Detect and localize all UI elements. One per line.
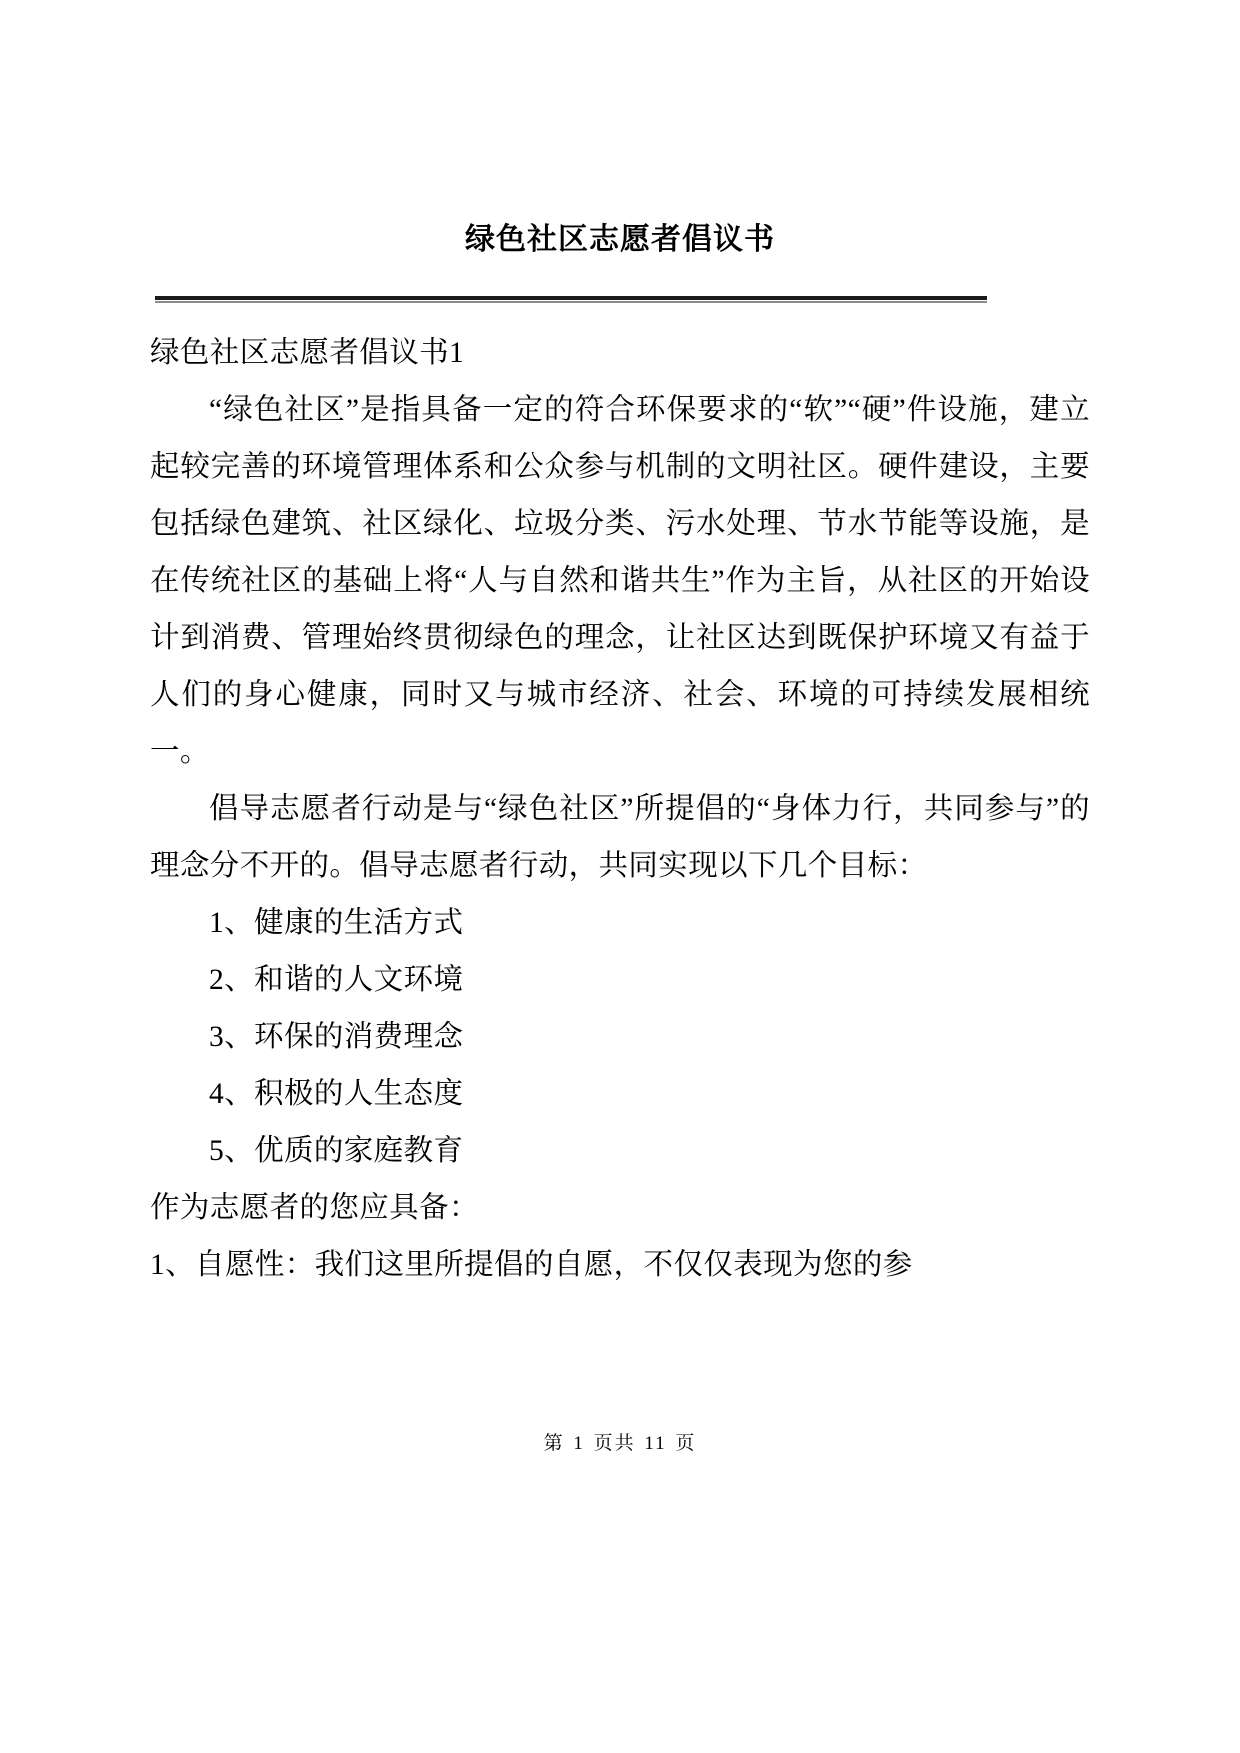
- list-item: 4、积极的人生态度: [209, 1078, 464, 1110]
- requirement-item: 1、自愿性：我们这里所提倡的自愿，不仅仅表现为您的参: [150, 1249, 913, 1281]
- page-footer: [0, 1428, 1240, 1455]
- title-divider: [155, 296, 987, 303]
- page-content: [150, 0, 1090, 1294]
- section-heading: 绿色社区志愿者倡议书1: [150, 337, 465, 369]
- list-item: 2、和谐的人文环境: [209, 964, 464, 996]
- paragraph-goals-intro: 倡导志愿者行动是与“绿色社区”所提倡的“身体力行，共同参与”的理念分不开的。倡导志愿者行动，共同实现以下几个目标：: [150, 793, 1090, 882]
- footer-current-page: 1: [573, 1433, 585, 1454]
- list-item: 1、健康的生活方式: [209, 907, 464, 939]
- footer-prefix: 第: [543, 1433, 565, 1454]
- footer-suffix: 页: [675, 1433, 697, 1454]
- page-title: 绿色社区志愿者倡议书: [465, 223, 775, 256]
- document-body: [150, 325, 1090, 1294]
- footer-middle: 页共: [593, 1433, 636, 1454]
- list-item: 5、优质的家庭教育: [209, 1135, 464, 1167]
- paragraph-definition: “绿色社区”是指具备一定的符合环保要求的“软”“硬”件设施，建立起较完善的环境管理体系和公众参与机制的文明社区。硬件建设，主要包括绿色建筑、社区绿化、垃圾分类、污水处理、节水节能等设施，是在传统社区的基础上将“人与自然和谐共生”作为主旨，从社区的开始设计到消费、管理始终贯彻绿色的理念，让社区达到既保护环境又有益于人们的身心健康，同时又与城市经济、社会、环境的可持续发展相统一。: [150, 394, 1090, 768]
- requirements-lead: 作为志愿者的您应具备：: [150, 1192, 479, 1224]
- list-item: 3、环保的消费理念: [209, 1021, 464, 1053]
- footer-total-pages: 11: [644, 1433, 667, 1454]
